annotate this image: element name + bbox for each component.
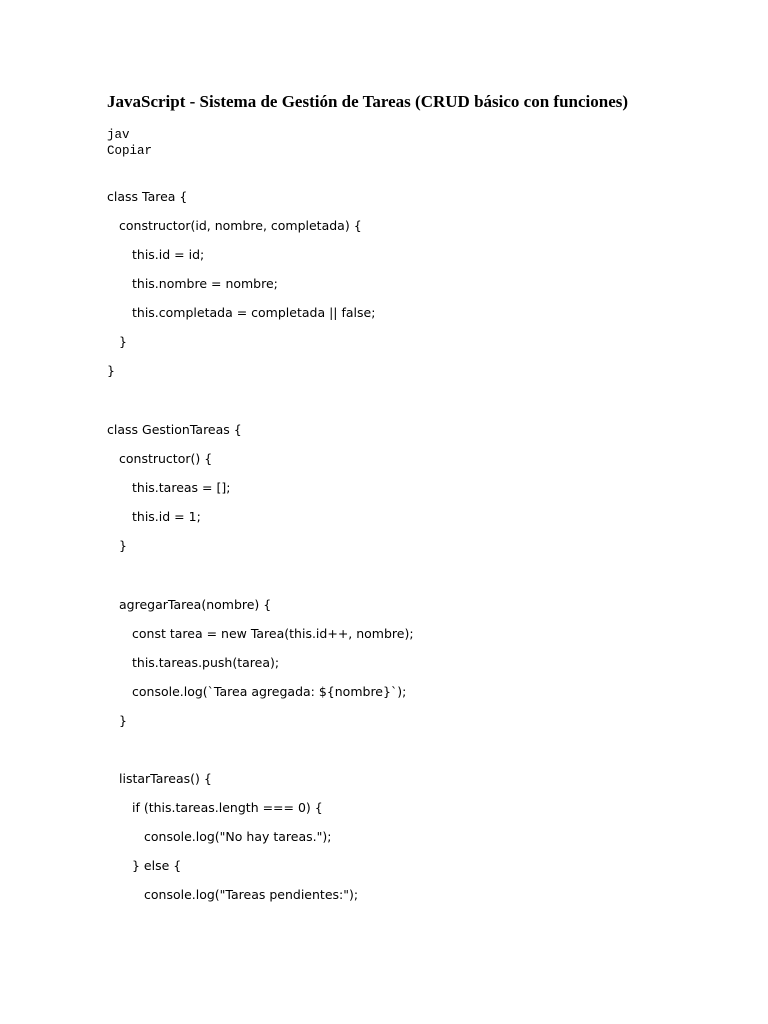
copy-button[interactable]: Copiar	[107, 144, 153, 158]
code-line: class Tarea {	[107, 189, 188, 204]
code-line: const tarea = new Tarea(this.id++, nombre);	[132, 626, 414, 641]
code-line: this.completada = completada || false;	[132, 305, 376, 320]
code-line: console.log("Tareas pendientes:");	[144, 887, 359, 902]
code-line: this.nombre = nombre;	[132, 276, 278, 291]
code-line: } else {	[132, 858, 182, 873]
document-title: JavaScript - Sistema de Gestión de Tareas (CRUD básico con funciones)	[107, 92, 629, 111]
code-language-label: jav	[107, 128, 130, 142]
code-line: }	[119, 334, 127, 349]
code-line: class GestionTareas {	[107, 422, 242, 437]
code-line: }	[119, 538, 127, 553]
code-line: this.tareas = [];	[132, 480, 231, 495]
code-line: constructor(id, nombre, completada) {	[119, 218, 362, 233]
code-line: listarTareas() {	[119, 771, 212, 786]
code-line: this.id = 1;	[132, 509, 201, 524]
code-line: agregarTarea(nombre) {	[119, 597, 272, 612]
code-line: if (this.tareas.length === 0) {	[132, 800, 323, 815]
code-line: constructor() {	[119, 451, 213, 466]
code-line: }	[107, 363, 115, 378]
code-line: this.tareas.push(tarea);	[132, 655, 280, 670]
code-line: console.log(`Tarea agregada: ${nombre}`);	[132, 684, 407, 699]
code-line: console.log("No hay tareas.");	[144, 829, 332, 844]
code-line: }	[119, 713, 127, 728]
code-line: this.id = id;	[132, 247, 205, 262]
